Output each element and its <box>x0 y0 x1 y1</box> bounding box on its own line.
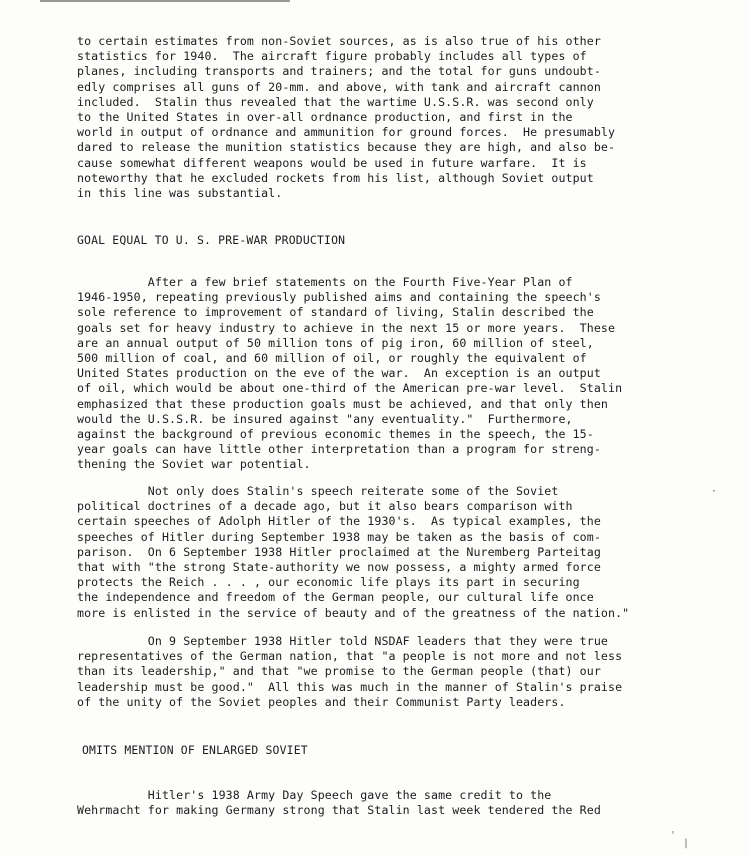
text-line: 1946-1950, repeating previously published aims and containing the speech's <box>77 290 601 305</box>
section-heading-omits: OMITS MENTION OF ENLARGED SOVIET <box>82 743 308 757</box>
text-line: Hitler's 1938 Army Day Speech gave the same credit to the <box>77 788 552 802</box>
text-line: in this line was substantial. <box>77 186 283 201</box>
text-line: After a few brief statements on the Fourth Five-Year Plan of <box>77 275 573 289</box>
text-line: certain speeches of Adolph Hitler of the 1930's. As typical examples, the <box>77 514 601 529</box>
text-line: are an annual output of 50 million tons of pig iron, 60 million of steel, <box>77 335 594 350</box>
text-line: to the United States in over-all ordnance production, and first in the <box>77 110 573 125</box>
paragraph-five-year-plan <box>77 275 677 473</box>
text-line: would the U.S.S.R. be insured against "any eventuality." Furthermore, <box>77 411 573 426</box>
text-line: goals set for heavy industry to achieve in the next 15 or more years. These <box>77 320 616 335</box>
text-line: planes, including transports and trainers; and the total for guns undoubt- <box>77 64 601 79</box>
text-line: political doctrines of a decade ago, but it also bears comparison with <box>77 499 573 514</box>
text-line: sole reference to improvement of standard of living, Stalin described the <box>77 305 594 320</box>
text-line: On 9 September 1938 Hitler told NSDAF leaders that they were true <box>77 634 609 648</box>
text-line: included. Stalin thus revealed that the wartime U.S.S.R. was second only <box>77 94 594 109</box>
text-line: year goals can have little other interpretation than a program for streng- <box>77 442 601 457</box>
text-line: representatives of the German nation, that "a people is not more and not less <box>77 649 623 664</box>
text-line: against the background of previous economic themes in the speech, the 15- <box>77 427 594 442</box>
text-line: Wehrmacht for making Germany strong that Stalin last week tendered the Red <box>77 803 601 818</box>
text-line: 500 million of coal, and 60 million of oil, or roughly the equivalent of <box>77 351 587 366</box>
text-line: that with "the strong State-authority we now possess, a mighty armed force <box>77 560 601 575</box>
text-line: than its leadership," and that "we promise to the German people (that) our <box>77 664 601 679</box>
text-line: edly comprises all guns of 20-mm. and above, with tank and aircraft cannon <box>77 79 601 94</box>
paragraph-hitler-comparison <box>77 484 677 621</box>
text-line: Not only does Stalin's speech reiterate some of the Soviet <box>77 484 559 498</box>
paragraph-ordnance <box>77 34 677 201</box>
text-line: the independence and freedom of the German people, our cultural life once <box>77 590 594 605</box>
text-line: of oil, which would be about one-third of the American pre-war level. Stalin <box>77 381 623 396</box>
paragraph-army-day <box>77 788 677 818</box>
stray-mark: ' <box>670 830 677 841</box>
text-line: world in output of ordnance and ammunition for ground forces. He presumably <box>77 125 616 140</box>
stray-mark: · <box>711 486 718 497</box>
text-line: dared to release the munition statistics because they are high, and also be- <box>77 140 616 155</box>
text-line: to certain estimates from non-Soviet sources, as is also true of his other <box>77 34 601 48</box>
section-heading-goal: GOAL EQUAL TO U. S. PRE-WAR PRODUCTION <box>77 233 346 247</box>
text-line: more is enlisted in the service of beauty and of the greatness of the nation." <box>77 605 630 620</box>
stray-mark: | <box>683 838 690 849</box>
text-line: protects the Reich . . . , our economic life plays its part in securing <box>77 575 580 590</box>
text-line: speeches of Hitler during September 1938 may be taken as the basis of com- <box>77 529 601 544</box>
text-line: leadership must be good." All this was much in the manner of Stalin's praise <box>77 679 623 694</box>
scan-edge-mark <box>40 0 290 7</box>
text-line: parison. On 6 September 1938 Hitler proclaimed at the Nuremberg Parteitag <box>77 544 601 559</box>
text-line: United States production on the eve of the war. An exception is an output <box>77 366 601 381</box>
text-line: noteworthy that he excluded rockets from his list, although Soviet output <box>77 170 594 185</box>
text-line: emphasized that these production goals must be achieved, and that only then <box>77 396 609 411</box>
text-line: of the unity of the Soviet peoples and their Communist Party leaders. <box>77 694 566 709</box>
text-line: thening the Soviet war potential. <box>77 457 311 472</box>
text-line: cause somewhat different weapons would be used in future warfare. It is <box>77 155 587 170</box>
paragraph-nsdaf-leaders <box>77 634 677 710</box>
text-line: statistics for 1940. The aircraft figure probably includes all types of <box>77 49 587 64</box>
